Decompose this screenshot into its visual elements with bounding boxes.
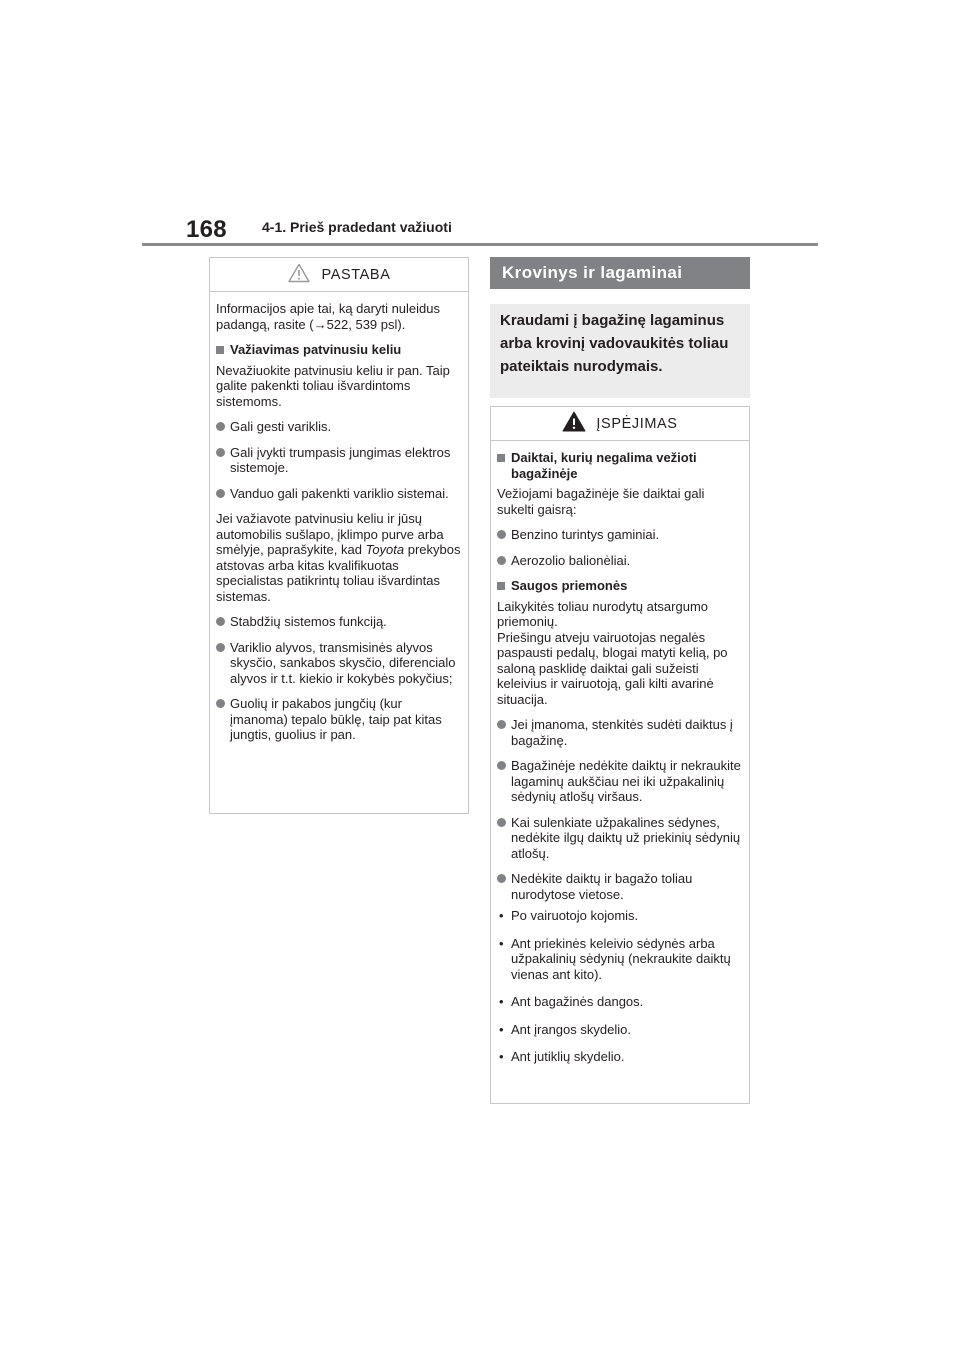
note-header bbox=[210, 258, 468, 292]
note-paragraph: Jei važiavote patvinusiu keliu ir jūsų automobilis sušlapo, įklimpo purve arba smėlyje, paprašykite, kad Toyota prekybos atstovas arba kitas kvalifikuotas specialistas patikrintų toliau išvardintas sistemas. bbox=[216, 511, 461, 604]
caution-outline-icon bbox=[288, 263, 310, 287]
note-bullet: Gali gesti variklis. bbox=[216, 419, 462, 435]
cargo-intro: Kraudami į bagažinę lagaminus arba krovinį vadovaukitės toliau pateiktais nurodymais. bbox=[490, 304, 750, 398]
note-intro: Informacijos apie tai, ką daryti nuleidus padangą, rasite (→522, 539 psl). bbox=[216, 301, 441, 332]
note-title: PASTABA bbox=[321, 266, 391, 283]
page-number: 168 bbox=[186, 216, 227, 243]
square-bullet-icon bbox=[216, 346, 224, 354]
header-rule bbox=[142, 243, 818, 246]
warning-bullet: Benzino turintys gaminiai. bbox=[497, 527, 743, 543]
warning-dash-item: • Po vairuotojo kojomis. bbox=[497, 908, 743, 924]
note-bullet: Stabdžių sistemos funkciją. bbox=[216, 614, 462, 630]
note-bullet: Gali įvykti trumpasis jungimas elektros sistemoje. bbox=[216, 445, 462, 476]
warning-title: ĮSPĖJIMAS bbox=[596, 415, 678, 432]
warning-box bbox=[490, 406, 750, 1104]
warning-subhead bbox=[497, 578, 743, 594]
warning-dash-item: • Ant bagažinės dangos. bbox=[497, 994, 743, 1010]
warning-dash-item: • Ant įrangos skydelio. bbox=[497, 1022, 743, 1038]
note-paragraph: Nevažiuokite patvinusiu keliu ir pan. Taip galite pakenkti toliau išvardintoms sistemoms. bbox=[216, 362, 450, 409]
section-title: 4-1. Prieš pradedant važiuoti bbox=[262, 219, 452, 235]
note-subhead bbox=[216, 342, 462, 358]
warning-bullet: Kai sulenkiate užpakalines sėdynes, nedėkite ilgų daiktų už priekinių sėdynių atlošų. bbox=[497, 815, 743, 862]
warning-subhead-text: Saugos priemonės bbox=[511, 578, 628, 593]
warning-dash-item: • Ant priekinės keleivio sėdynės arba užpakalinių sėdynių (nekraukite daiktų vienas ant kito). bbox=[497, 936, 743, 983]
warning-icon bbox=[562, 411, 586, 436]
note-bullet: Vanduo gali pakenkti variklio sistemai. bbox=[216, 486, 462, 502]
warning-paragraph: Laikykitės toliau nurodytų atsargumo priemonių. bbox=[497, 598, 709, 629]
warning-bullet: Jei įmanoma, stenkitės sudėti daiktus į bagažinę. bbox=[497, 717, 743, 748]
warning-paragraph: Vežiojami bagažinėje šie daiktai gali sukelti gaisrą: bbox=[497, 486, 705, 517]
warning-bullet: Aerozolio balionėliai. bbox=[497, 553, 743, 569]
note-box bbox=[209, 257, 469, 814]
note-subhead-text: Važiavimas patvinusiu keliu bbox=[230, 342, 402, 357]
square-bullet-icon bbox=[497, 582, 505, 590]
warning-paragraph: Priešingu atveju vairuotojas negalės paspausti pedalų, blogai matyti kelią, po saloną pasklidę daiktai gali sužeisti keleivius ir vairuotoją, gali kilti avarinė situacija. bbox=[497, 629, 728, 707]
page-header bbox=[142, 212, 818, 248]
note-bullet: Variklio alyvos, transmisinės alyvos skysčio, sankabos skysčio, diferencialo alyvos ir t.t. kiekio ir kokybės pokyčius; bbox=[216, 640, 462, 687]
cargo-section-banner: Krovinys ir lagaminai bbox=[490, 257, 750, 289]
warning-bullet: Nedėkite daiktų ir bagažo toliau nurodytose vietose. bbox=[497, 871, 743, 902]
note-bullet: Guolių ir pakabos jungčių (kur įmanoma) tepalo būklę, taip pat kitas jungtis, guolius ir pan. bbox=[216, 696, 462, 743]
brand-name: Toyota bbox=[365, 542, 405, 557]
warning-subhead-text: Daiktai, kurių negalima vežioti bagažinėje bbox=[511, 450, 697, 481]
warning-header bbox=[491, 407, 749, 441]
warning-bullet: Bagažinėje nedėkite daiktų ir nekraukite lagaminų aukščiau nei iki užpakalinių sėdynių atlošų viršaus. bbox=[497, 758, 743, 805]
warning-dash-item: • Ant jutiklių skydelio. bbox=[497, 1049, 743, 1065]
warning-subhead bbox=[497, 450, 743, 481]
square-bullet-icon bbox=[497, 454, 505, 462]
